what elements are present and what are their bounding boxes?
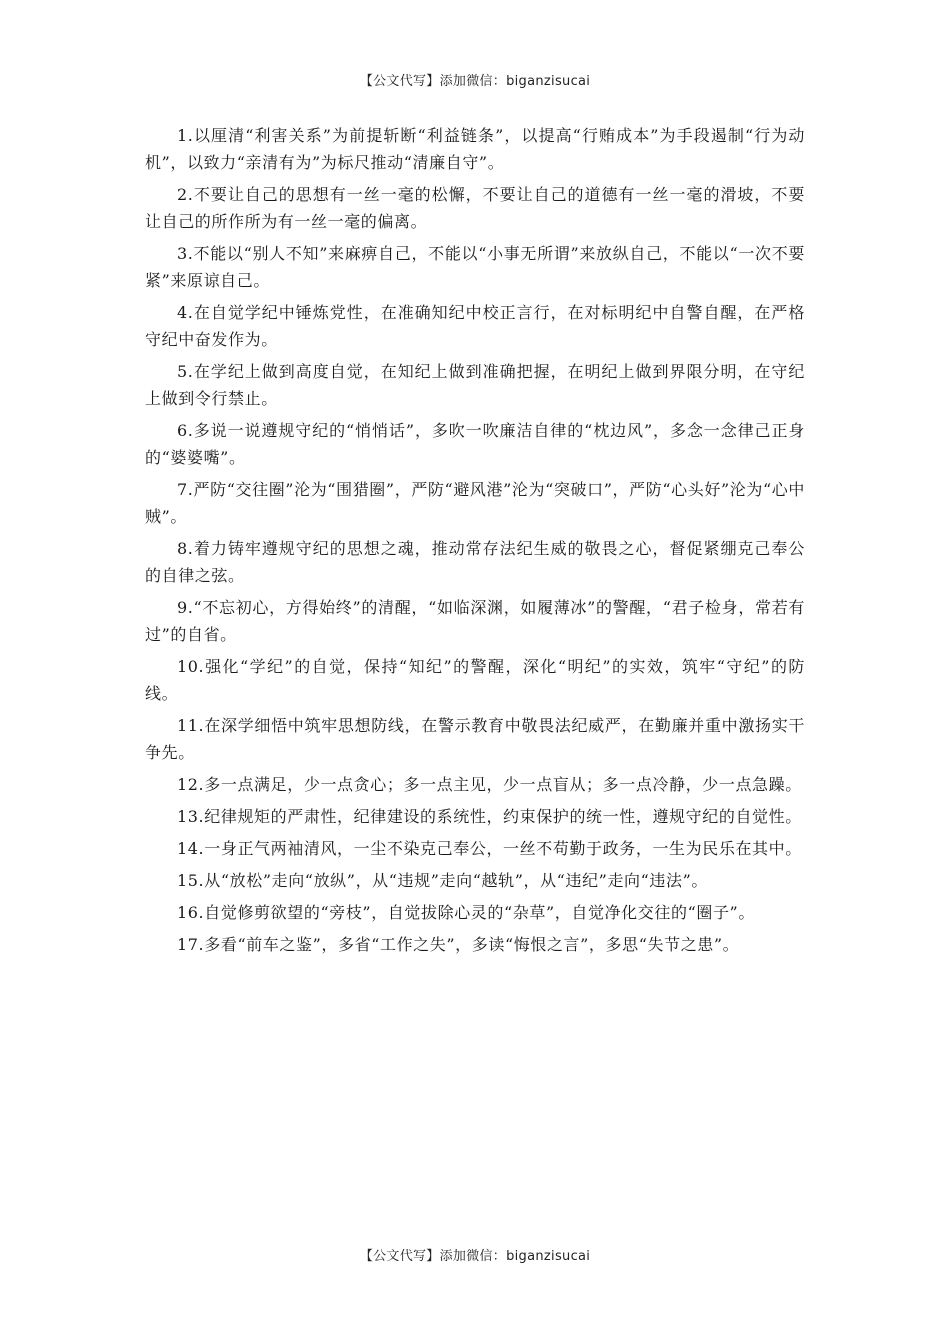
- paragraph-14: 14.一身正气两袖清风，一尘不染克己奉公，一丝不苟勤于政务，一生为民乐在其中。: [177, 839, 802, 858]
- paragraph-12: 12.多一点满足，少一点贪心；多一点主见，少一点盲从；多一点冷静，少一点急躁。: [177, 775, 802, 794]
- paragraph-2: 2.不要让自己的思想有一丝一毫的松懈，不要让自己的道德有一丝一毫的滑坡，不要让自己的所作所为有一丝一毫的偏离。: [145, 185, 805, 231]
- document-body: [145, 122, 805, 963]
- page-header: 【公文代写】添加微信：biganzisucai: [359, 74, 591, 89]
- paragraph-16: 16.自觉修剪欲望的“旁枝”，自觉拔除心灵的“杂草”，自觉净化交往的“圈子”。: [177, 903, 755, 922]
- paragraph-5: 5.在学纪上做到高度自觉，在知纪上做到准确把握，在明纪上做到界限分明，在守纪上做到令行禁止。: [145, 362, 805, 408]
- paragraph-15: 15.从“放松”走向“放纵”，从“违规”走向“越轨”，从“违纪”走向“违法”。: [177, 871, 709, 890]
- paragraph-1: 1.以厘清“利害关系”为前提斩断“利益链条”，以提高“行贿成本”为手段遏制“行为动机”，以致力“亲清有为”为标尺推动“清廉自守”。: [145, 126, 805, 172]
- paragraph-17: 17.多看“前车之鉴”，多省“工作之失”，多读“悔恨之言”，多思“失节之患”。: [177, 935, 740, 954]
- paragraph-13: 13.纪律规矩的严肃性，纪律建设的系统性，约束保护的统一性，遵规守纪的自觉性。: [177, 807, 802, 826]
- paragraph-3: 3.不能以“别人不知”来麻痹自己，不能以“小事无所谓”来放纵自己，不能以“一次不要紧”来原谅自己。: [145, 244, 805, 290]
- paragraph-9: 9.“不忘初心，方得始终”的清醒，“如临深渊，如履薄冰”的警醒，“君子检身，常若有过”的自省。: [145, 598, 805, 644]
- paragraph-11: 11.在深学细悟中筑牢思想防线，在警示教育中敬畏法纪威严，在勤廉并重中激扬实干争先。: [145, 716, 805, 762]
- paragraph-4: 4.在自觉学纪中锤炼党性，在准确知纪中校正言行，在对标明纪中自警自醒，在严格守纪中奋发作为。: [145, 303, 805, 349]
- paragraph-10: 10.强化“学纪”的自觉，保持“知纪”的警醒，深化“明纪”的实效，筑牢“守纪”的防线。: [145, 657, 805, 703]
- paragraph-7: 7.严防“交往圈”沦为“围猎圈”，严防“避风港”沦为“突破口”，严防“心头好”沦为“心中贼”。: [145, 480, 805, 526]
- page-footer: 【公文代写】添加微信：biganzisucai: [359, 1249, 591, 1264]
- paragraph-8: 8.着力铸牢遵规守纪的思想之魂，推动常存法纪生威的敬畏之心，督促紧绷克己奉公的自律之弦。: [145, 539, 805, 585]
- paragraph-6: 6.多说一说遵规守纪的“悄悄话”，多吹一吹廉洁自律的“枕边风”，多念一念律己正身的“婆婆嘴”。: [145, 421, 805, 467]
